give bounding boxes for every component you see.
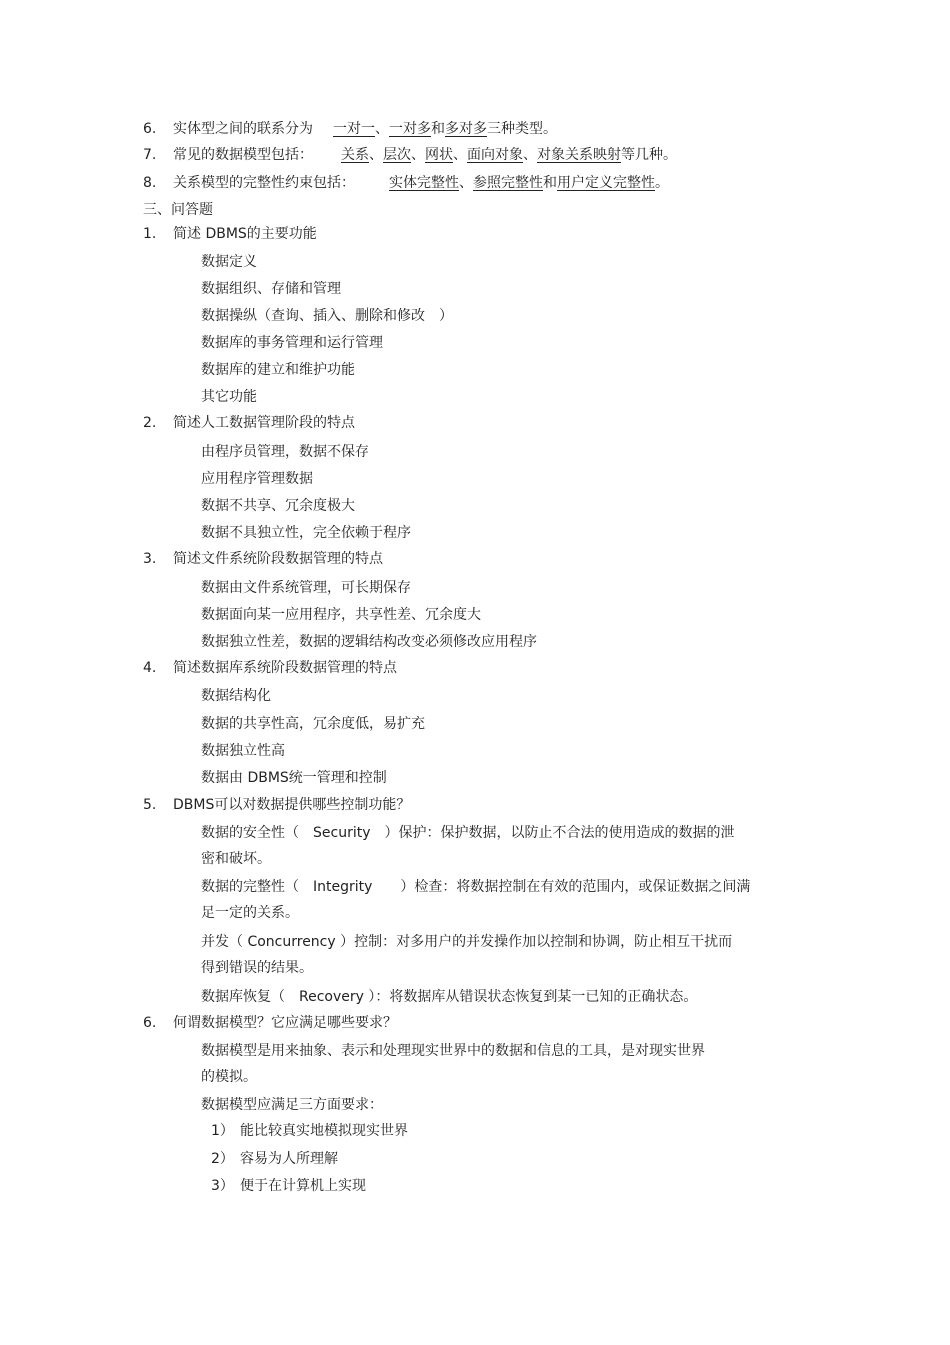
answer-line: 并发（ Concurrency ）控制：对多用户的并发操作加以控制和协调，防止相互干扰而: [201, 934, 733, 950]
question-title: 4. 简述数据库系统阶段数据管理的特点: [143, 660, 397, 676]
blank: 一对多: [389, 121, 431, 137]
answer-item: 数据库的建立和维护功能: [201, 362, 355, 378]
answer-line: 得到错误的结果。: [201, 960, 313, 976]
answer-item: 数据由文件系统管理，可长期保存: [201, 580, 411, 596]
answer-item: 其它功能: [201, 389, 257, 405]
answer-item: 应用程序管理数据: [201, 471, 313, 487]
answer-item: 数据定义: [201, 254, 257, 270]
question-title: 1. 简述 DBMS的主要功能: [143, 226, 317, 242]
blank: 关系: [341, 147, 369, 163]
fill-item-6: 6. 实体型之间的联系分为 一对一、一对多和多对多三种类型。: [143, 121, 557, 137]
answer-item: 数据操纵（查询、插入、删除和修改 ）: [201, 308, 453, 324]
answer-line: 数据的完整性（ Integrity ）检查：将数据控制在有效的范围内，或保证数据之间满: [201, 879, 751, 895]
blank: 多对多: [445, 121, 487, 137]
answer-item: 数据组织、存储和管理: [201, 281, 341, 297]
blank: 层次: [383, 147, 411, 163]
sub-item: 2） 容易为人所理解: [211, 1151, 338, 1167]
blank: 参照完整性: [473, 175, 543, 191]
answer-line: 足一定的关系。: [201, 905, 299, 921]
answer-item: 数据结构化: [201, 688, 271, 704]
answer-line: 的模拟。: [201, 1069, 257, 1085]
sub-item: 3） 便于在计算机上实现: [211, 1178, 366, 1194]
blank: 用户定义完整性: [557, 175, 655, 191]
question-title: 6. 何谓数据模型？它应满足哪些要求？: [143, 1015, 397, 1031]
section-title: 三、问答题: [143, 202, 213, 218]
answer-item: 数据库的事务管理和运行管理: [201, 335, 383, 351]
blank: 实体完整性: [389, 175, 459, 191]
sub-item: 1） 能比较真实地模拟现实世界: [211, 1123, 408, 1139]
answer-item: 数据独立性高: [201, 743, 285, 759]
answer-line: 数据模型是用来抽象、表示和处理现实世界中的数据和信息的工具，是对现实世界: [201, 1043, 705, 1059]
question-title: 2. 简述人工数据管理阶段的特点: [143, 415, 355, 431]
answer-item: 由程序员管理，数据不保存: [201, 444, 369, 460]
answer-item: 数据的共享性高，冗余度低，易扩充: [201, 716, 425, 732]
question-title: 5. DBMS可以对数据提供哪些控制功能？: [143, 797, 411, 813]
answer-item: 数据面向某一应用程序，共享性差、冗余度大: [201, 607, 481, 623]
question-title: 3. 简述文件系统阶段数据管理的特点: [143, 551, 383, 567]
blank: 网状: [425, 147, 453, 163]
answer-line: 密和破坏。: [201, 851, 271, 867]
answer-item: 数据由 DBMS统一管理和控制: [201, 770, 387, 786]
answer-item: 数据独立性差，数据的逻辑结构改变必须修改应用程序: [201, 634, 537, 650]
answer-line: 数据库恢复（ Recovery ）：将数据库从错误状态恢复到某一已知的正确状态。: [201, 989, 698, 1005]
answer-line: 数据的安全性（ Security ）保护：保护数据，以防止不合法的使用造成的数据的泄: [201, 825, 735, 841]
blank: 面向对象: [467, 147, 523, 163]
blank: 对象关系映射: [537, 147, 621, 163]
answer-item: 数据不共享、冗余度极大: [201, 498, 355, 514]
answer-item: 数据不具独立性，完全依赖于程序: [201, 525, 411, 541]
blank: 一对一: [333, 121, 375, 137]
answer-line: 数据模型应满足三方面要求：: [201, 1097, 383, 1113]
fill-item-7: 7. 常见的数据模型包括： 关系、层次、网状、面向对象、对象关系映射等几种。: [143, 147, 677, 163]
fill-item-8: 8. 关系模型的完整性约束包括： 实体完整性、参照完整性和用户定义完整性。: [143, 175, 669, 191]
